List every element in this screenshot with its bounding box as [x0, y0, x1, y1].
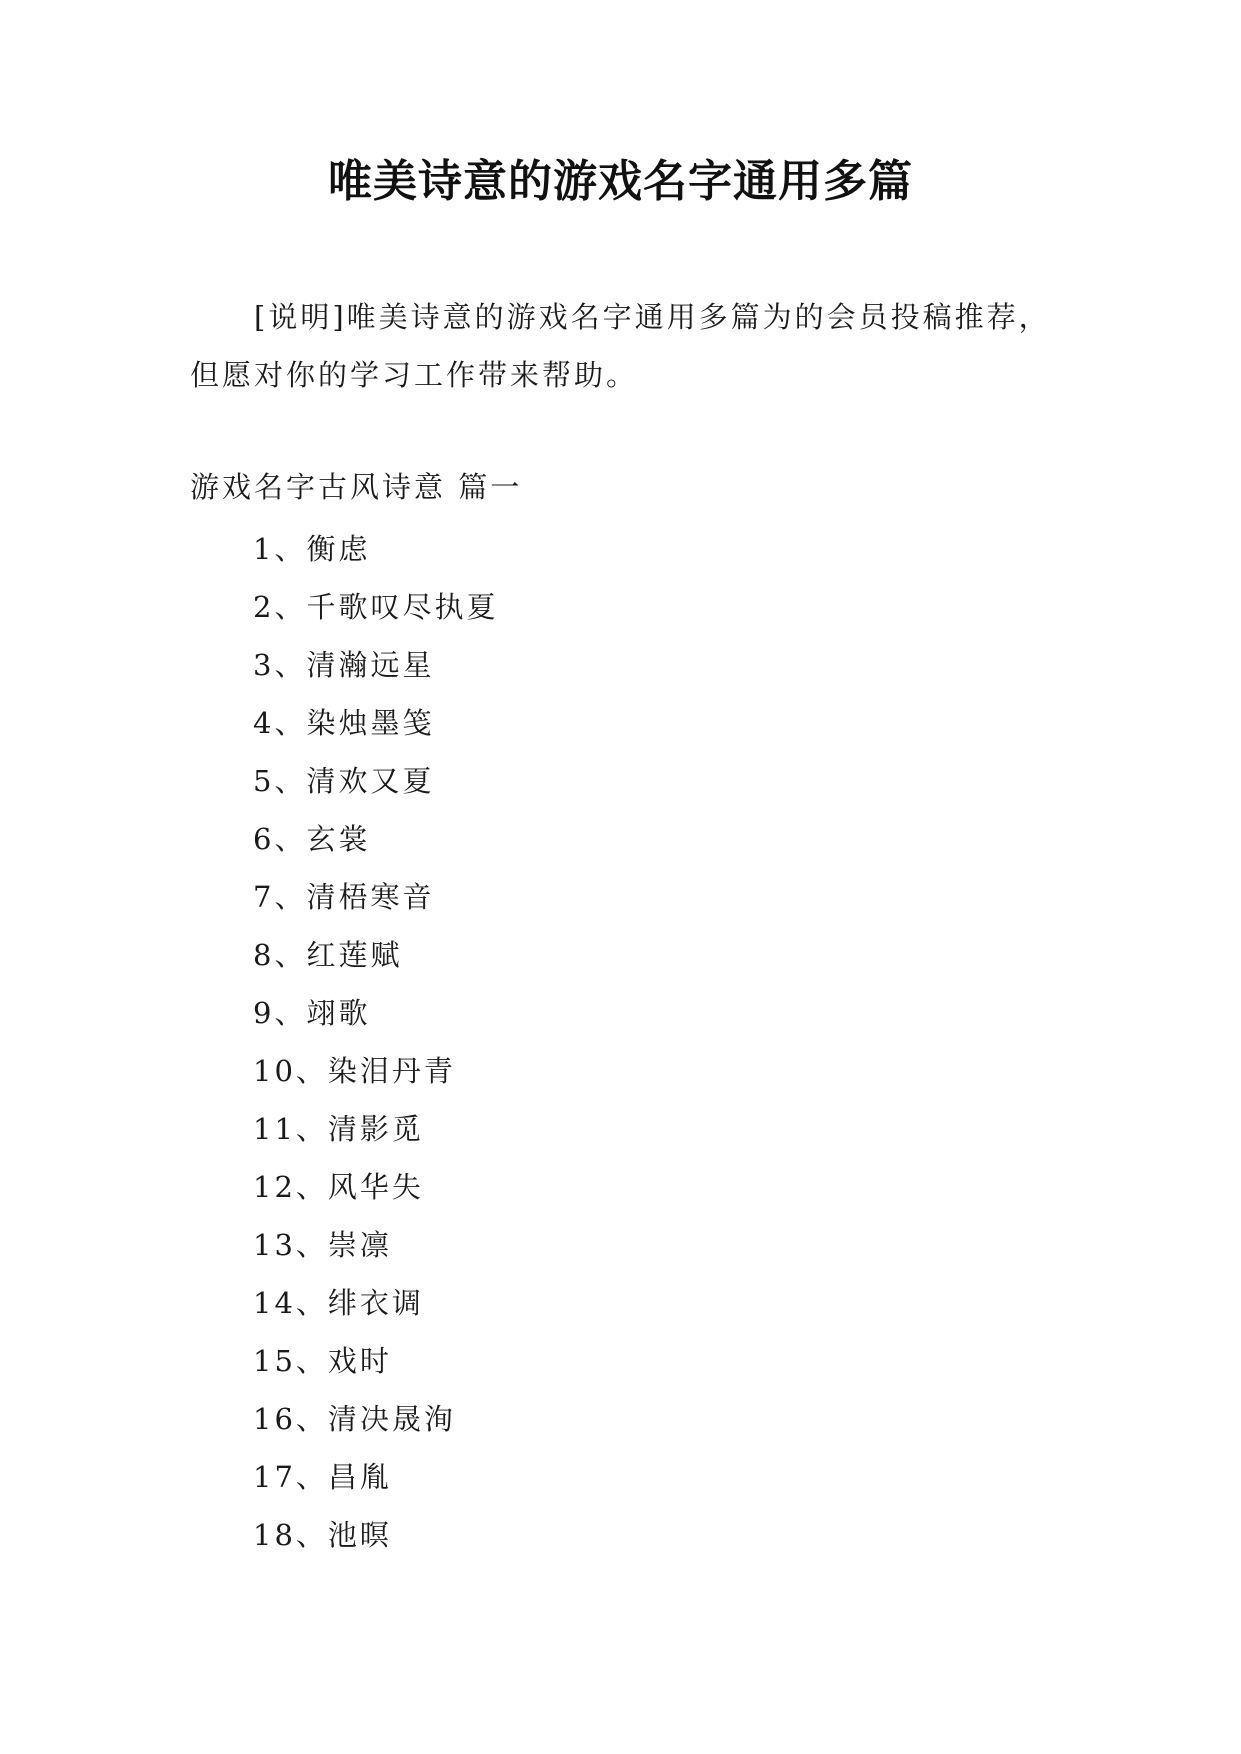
list-item: 2、千歌叹尽执夏	[253, 590, 499, 624]
list-item: 4、染烛墨笺	[253, 706, 435, 740]
list-item: 11、清影觅	[253, 1112, 424, 1146]
intro-paragraph	[190, 288, 1090, 404]
list-item: 14、绯衣调	[253, 1286, 424, 1320]
intro-line-2: 但愿对你的学习工作带来帮助。	[190, 358, 639, 392]
list-item: 16、清决晟洵	[253, 1402, 456, 1436]
list-item: 5、清欢又夏	[253, 764, 435, 798]
list-item: 13、崇凛	[253, 1228, 392, 1262]
name-list	[253, 520, 498, 1564]
list-item: 18、池暝	[253, 1518, 392, 1552]
list-item: 8、红莲赋	[253, 938, 403, 972]
intro-line-1: [说明]唯美诗意的游戏名字通用多篇为的会员投稿推荐，	[254, 300, 1051, 334]
list-item: 17、昌胤	[253, 1460, 392, 1494]
list-item: 6、玄裳	[253, 822, 371, 856]
document-title: 唯美诗意的游戏名字通用多篇	[328, 156, 913, 207]
list-item: 12、风华失	[253, 1170, 424, 1204]
list-item: 15、戏时	[253, 1344, 392, 1378]
list-item: 1、衡虑	[253, 532, 371, 566]
list-item: 10、染泪丹青	[253, 1054, 456, 1088]
list-item: 7、清梧寒音	[253, 880, 435, 914]
section-heading: 游戏名字古风诗意 篇一	[190, 470, 523, 504]
list-item: 9、翊歌	[253, 996, 371, 1030]
list-item: 3、清瀚远星	[253, 648, 435, 682]
